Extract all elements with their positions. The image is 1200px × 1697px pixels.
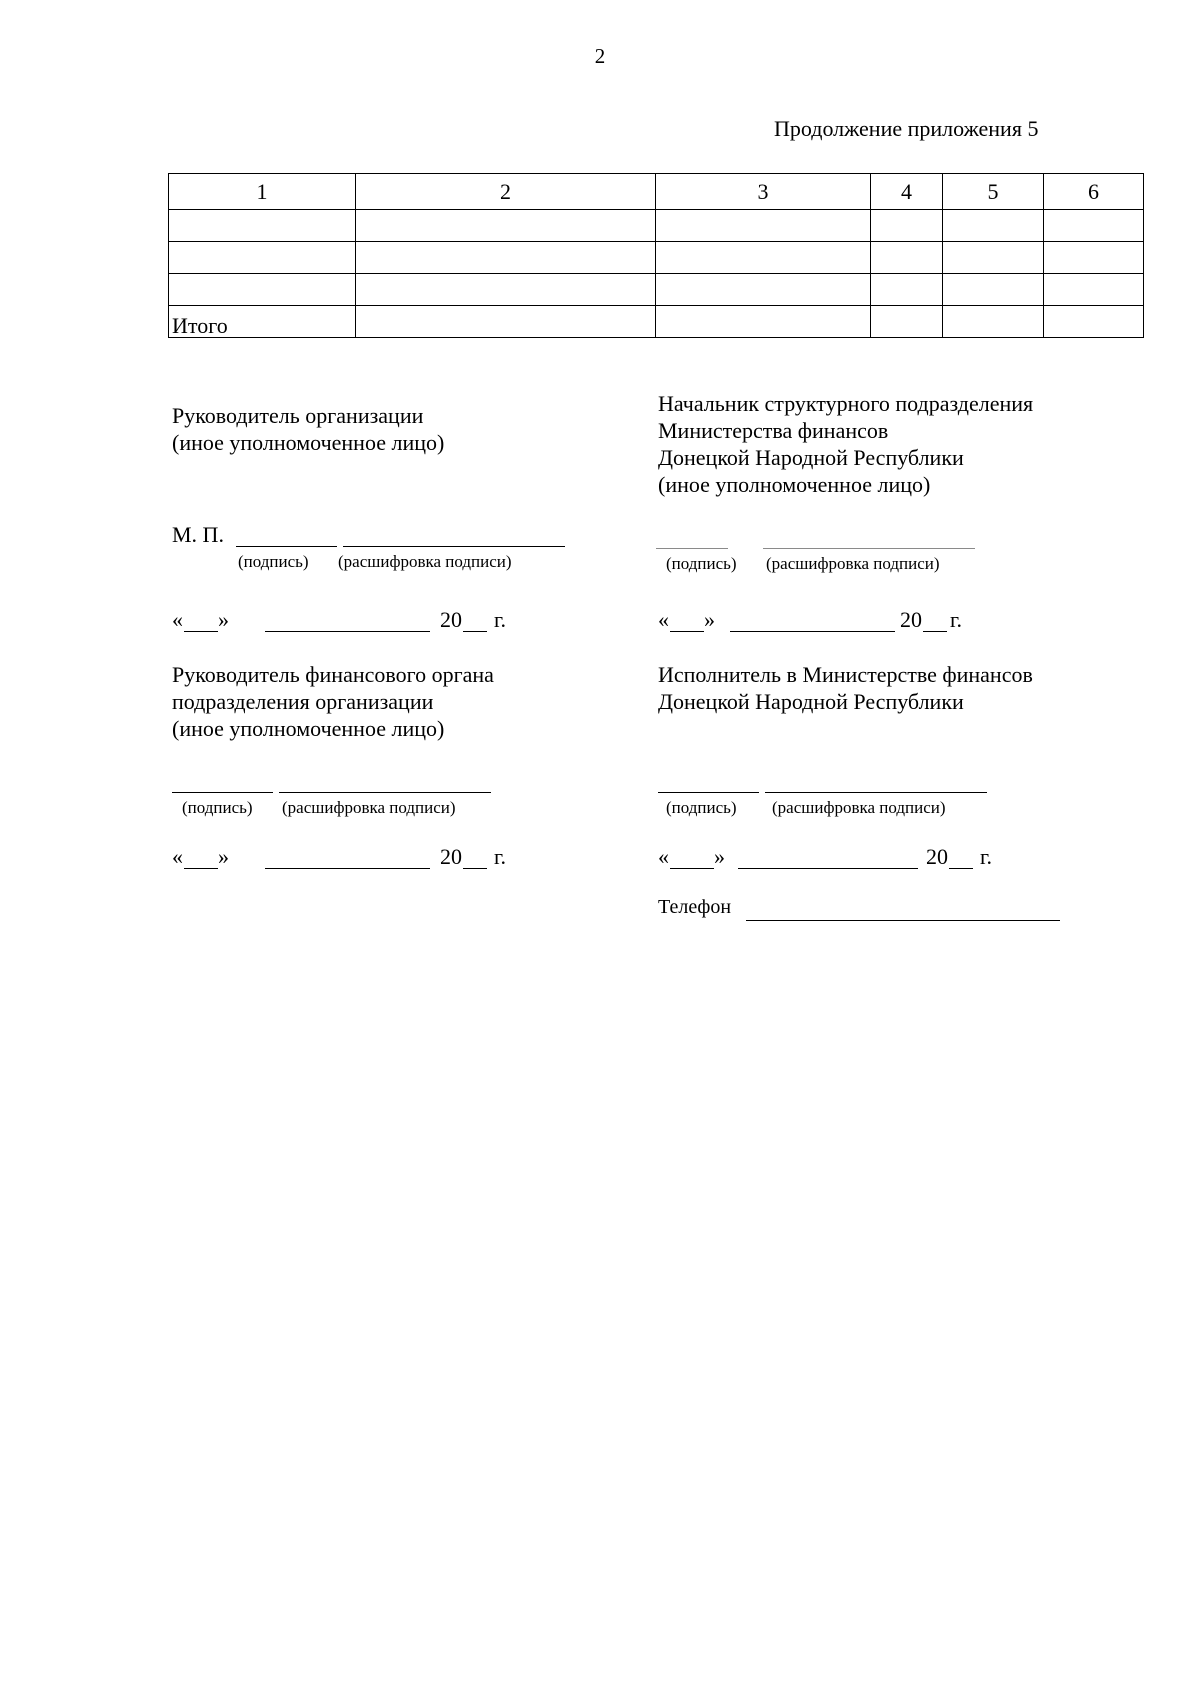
- stamp-label: М. П.: [172, 522, 224, 547]
- column-header: 6: [1044, 174, 1144, 210]
- ministry-head-title: [658, 390, 1033, 498]
- close-quote: »: [714, 844, 725, 869]
- data-table: [168, 173, 1144, 338]
- total-label-cell: Итого: [169, 306, 356, 338]
- day-line[interactable]: [184, 631, 218, 632]
- ministry-head-date: [658, 607, 1018, 637]
- table-cell[interactable]: [356, 306, 656, 338]
- close-quote: »: [218, 607, 229, 632]
- day-line[interactable]: [670, 868, 714, 869]
- table-cell[interactable]: [1044, 242, 1144, 274]
- month-line[interactable]: [730, 631, 895, 632]
- table-cell[interactable]: [871, 242, 943, 274]
- column-header: 1: [169, 174, 356, 210]
- table-cell[interactable]: [656, 210, 871, 242]
- table-row: [169, 274, 1144, 306]
- year-line[interactable]: [923, 631, 947, 632]
- open-quote: «: [658, 844, 669, 869]
- year-line[interactable]: [463, 631, 487, 632]
- decode-caption: (расшифровка подписи): [766, 554, 940, 573]
- executor-signature-line[interactable]: [658, 792, 759, 793]
- column-header: 3: [656, 174, 871, 210]
- year-suffix: г.: [494, 607, 507, 632]
- table-cell[interactable]: [656, 274, 871, 306]
- table-cell[interactable]: [943, 242, 1044, 274]
- org-head-title: [172, 402, 444, 456]
- month-line[interactable]: [265, 631, 430, 632]
- table-cell[interactable]: [943, 306, 1044, 338]
- org-head-title-line: (иное уполномоченное лицо): [172, 430, 445, 455]
- finance-head-signature-line[interactable]: [172, 792, 273, 793]
- continuation-label: Продолжение приложения 5: [774, 116, 1039, 141]
- year-suffix: г.: [950, 607, 963, 632]
- table-cell[interactable]: [169, 274, 356, 306]
- column-header: 5: [943, 174, 1044, 210]
- table-cell[interactable]: [871, 306, 943, 338]
- table-cell[interactable]: [356, 242, 656, 274]
- decode-caption: (расшифровка подписи): [282, 798, 456, 817]
- close-quote: »: [704, 607, 715, 632]
- finance-head-title-line: (иное уполномоченное лицо): [172, 716, 445, 741]
- executor-decode-line[interactable]: [765, 792, 987, 793]
- ministry-head-signature-line[interactable]: [656, 548, 728, 549]
- table-cell[interactable]: [1044, 210, 1144, 242]
- table-cell[interactable]: [871, 274, 943, 306]
- phone-label: Телефон: [658, 896, 732, 918]
- org-head-date: [172, 607, 532, 637]
- open-quote: «: [172, 844, 183, 869]
- day-line[interactable]: [184, 868, 218, 869]
- year-suffix: г.: [494, 844, 507, 869]
- ministry-head-title-line: Начальник структурного подразделения: [658, 391, 1034, 416]
- ministry-head-title-line: Донецкой Народной Республики: [658, 445, 964, 470]
- table-header-row: [169, 174, 1144, 210]
- executor-date: [658, 844, 1018, 874]
- year-prefix: 20: [440, 844, 462, 869]
- executor-title-line: Исполнитель в Министерстве финансов: [658, 662, 1033, 687]
- signature-caption: (подпись): [666, 554, 737, 573]
- decode-caption: (расшифровка подписи): [772, 798, 946, 817]
- table-cell[interactable]: [356, 274, 656, 306]
- signature-caption: (подпись): [238, 552, 309, 571]
- phone-input-line[interactable]: [746, 920, 1060, 921]
- year-prefix: 20: [926, 844, 948, 869]
- table-cell[interactable]: [169, 242, 356, 274]
- org-head-signature-line[interactable]: [236, 546, 337, 547]
- table-cell[interactable]: [656, 242, 871, 274]
- year-suffix: г.: [980, 844, 993, 869]
- year-prefix: 20: [440, 607, 462, 632]
- ministry-head-title-line: Министерства финансов: [658, 418, 889, 443]
- table-cell[interactable]: [943, 210, 1044, 242]
- org-head-decode-line[interactable]: [343, 546, 565, 547]
- table-cell[interactable]: [1044, 274, 1144, 306]
- table-cell[interactable]: [871, 210, 943, 242]
- month-line[interactable]: [265, 868, 430, 869]
- finance-head-decode-line[interactable]: [279, 792, 491, 793]
- finance-head-date: [172, 844, 532, 874]
- open-quote: «: [172, 607, 183, 632]
- table-total-row: [169, 306, 1144, 338]
- open-quote: «: [658, 607, 669, 632]
- executor-title: [658, 661, 1033, 715]
- finance-head-title-line: Руководитель финансового органа: [172, 662, 494, 687]
- table-cell[interactable]: [1044, 306, 1144, 338]
- ministry-head-title-line: (иное уполномоченное лицо): [658, 472, 931, 497]
- table-cell[interactable]: [656, 306, 871, 338]
- signature-caption: (подпись): [182, 798, 253, 817]
- table-row: [169, 210, 1144, 242]
- page-number: 2: [594, 44, 606, 68]
- table-cell[interactable]: [356, 210, 656, 242]
- column-header: 4: [871, 174, 943, 210]
- day-line[interactable]: [670, 631, 704, 632]
- year-line[interactable]: [949, 868, 973, 869]
- table-cell[interactable]: [943, 274, 1044, 306]
- table-row: [169, 242, 1144, 274]
- month-line[interactable]: [738, 868, 918, 869]
- executor-title-line: Донецкой Народной Республики: [658, 689, 964, 714]
- finance-head-title-line: подразделения организации: [172, 689, 434, 714]
- year-prefix: 20: [900, 607, 922, 632]
- org-head-title-line: Руководитель организации: [172, 403, 424, 428]
- signature-caption: (подпись): [666, 798, 737, 817]
- close-quote: »: [218, 844, 229, 869]
- table-cell[interactable]: [169, 210, 356, 242]
- year-line[interactable]: [463, 868, 487, 869]
- column-header: 2: [356, 174, 656, 210]
- decode-caption: (расшифровка подписи): [338, 552, 512, 571]
- finance-head-title: [172, 661, 494, 742]
- ministry-head-decode-line[interactable]: [763, 548, 975, 549]
